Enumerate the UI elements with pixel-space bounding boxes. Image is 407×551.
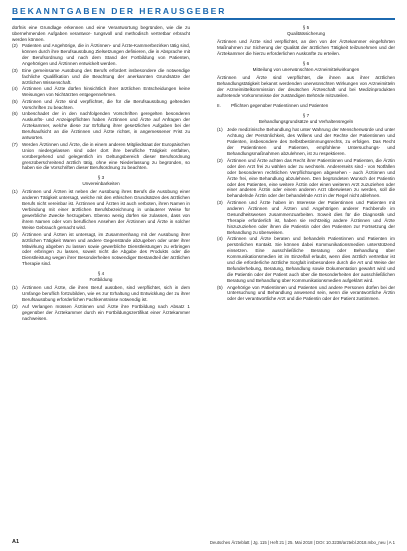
list-item	[217, 200, 395, 236]
list-item	[12, 142, 190, 172]
item-number: (3)	[12, 67, 18, 73]
item-number: (2)	[12, 43, 18, 49]
item-number: (7)	[12, 141, 18, 147]
section-number: § 4	[97, 271, 105, 277]
item-text: Unbeschadet der in den nachfolgenden Vorschriften geregelten besonderen Auskunfts- und Anzeigepflichten haben Ärztinnen und Ärzte auf Anfragen der Ärztekammer, welche diese zur Erfüllung ihrer gesetzlichen Aufgaben bei der Berufsaufsicht an die Ärztinnen und Ärzte richtet, in angemessener Frist zu antworten.	[22, 111, 190, 141]
list-item	[12, 43, 190, 67]
list-item	[12, 304, 190, 322]
item-text: Ärztinnen und Ärzten ist neben der Ausübung ihres Berufs die Ausübung einer anderen Tätigkeit untersagt, welche mit den ethischen Grundsätzen des ärztlichen Berufs nicht vereinbar ist. Ärztinnen und Ärzten ist auch verboten, ihren Namen in Verbindung mit einer ärztlichen Berufsbezeichnung in unlauterer Weise für gewerbliche Zwecke herzugeben. Ebenso wenig dürfen sie zulassen, dass von ihrem Namen oder vom beruflichen Ansehen der Ärztinnen und Ärzte in solcher Weise Gebrauch gemacht wird.	[22, 189, 190, 231]
section-text: Ärztinnen und Ärzte sind verpflichtet, an den von der Ärztekammer eingeführten Maßnahmen zur Sicherung der Qualität der ärztlichen Tätigkeit teilzunehmen und der Ärztekammer die hierzu erforderlichen Auskünfte zu erteilen.	[217, 38, 395, 56]
item-text: Angehörige von Patientinnen und Patienten und andere Personen dürfen bei der Untersuchung und Behandlung anwesend sein, wenn die verantwortliche Ärztin oder der verantwortliche Arzt und die Patientin oder der Patient zustimmen.	[227, 284, 395, 302]
item-number: (2)	[217, 157, 223, 163]
item-number: (5)	[217, 284, 223, 290]
section-number: § 3	[97, 175, 105, 181]
intro-line: begründen, wie die zu übernehmenden Aufgaben verantwor-	[12, 25, 190, 36]
item-number: (4)	[217, 236, 223, 242]
right-column	[217, 25, 395, 535]
item-number: (2)	[12, 231, 18, 237]
item-text: Ärztinnen und Ärzten ist untersagt, im Zusammenhang mit der Ausübung ihrer ärztlichen Tätigkeit Waren und andere Gegenstände abzugeben oder unter ihrer Mitwirkung abgeben zu lassen sowie gewerbliche Dienstleistungen zu erbringen oder erbringen zu lassen, soweit nicht die Abgabe des Produkts oder die Dienstleistung wegen ihrer Besonderheiten notwendiger Bestandteil der ärztlichen Therapie sind.	[22, 231, 190, 267]
page-number: A1	[12, 539, 20, 545]
item-text: Ärztinnen und Ärzte dürfen hinsichtlich ihrer ärztlichen Entscheidungen keine Weisungen von Nichtärzten entgegennehmen.	[22, 86, 190, 98]
header-title: BEKANNTGABEN DER HERAUSGEBER	[12, 6, 227, 16]
item-number: (1)	[217, 127, 223, 133]
item-text: Werden Ärztinnen und Ärzte, die in einem anderen Mitgliedstaat der Europäischen Union niedergelassen sind oder dort ihre berufliche Tätigkeit entfalten, vorübergehend und gelegentlich im Geltungsbereich dieser Berufsordnung grenzüberschreitend ärztlich tätig, ohne eine Niederlassung zu begründen, so haben sie die Vorschriften dieser Berufsordnung zu beachten.	[22, 141, 190, 171]
list-item	[217, 158, 395, 200]
part-title: Pflichten gegenüber Patientinnen und Patienten	[231, 103, 329, 109]
item-number: (4)	[12, 86, 18, 92]
list-item	[12, 86, 190, 98]
item-text: Ärztinnen und Ärzte, die ihren Beruf ausüben, sind verpflichtet, sich in dem Umfange beruflich fortzubilden, wie es zur Erhaltung und Entwicklung der zu ihrer Berufsausübung erforderlichen Fachkenntnisse notwendig ist.	[22, 285, 190, 303]
section-title: Unvereinbarkeiten	[82, 181, 120, 187]
list-item	[217, 236, 395, 284]
section-title: Fortbildung	[89, 277, 113, 283]
section-number: § 7	[302, 113, 310, 119]
list-item	[12, 99, 190, 111]
part-number: II.	[217, 103, 221, 109]
left-column	[12, 25, 190, 535]
list-item	[217, 127, 395, 157]
list-item	[12, 189, 190, 231]
list-item	[12, 285, 190, 303]
list-item	[12, 111, 190, 141]
header-rule	[12, 18, 395, 20]
section-title: Qualitätssicherung	[286, 30, 326, 36]
section-title: Behandlungsgrundsätze und Verhaltensregeln	[258, 119, 354, 125]
item-number: (2)	[12, 303, 18, 309]
list-item	[12, 68, 190, 86]
journal-citation: Deutsches Ärzteblatt | Jg. 115 | Heft 21 | 25. Mai 2018 | DOI: 10.3238/arztebl.2018.mbo_neu | A 1	[209, 540, 395, 545]
section-number: § 6	[302, 60, 310, 66]
item-number: (1)	[12, 189, 18, 195]
item-text: Ärztinnen und Ärzte achten das Recht ihrer Patientinnen und Patienten, die Ärztin oder den Arzt frei zu wählen oder zu wechseln. Andererseits sind - von Notfällen oder besonderen rechtlichen Verpflichtungen abgesehen - auch Ärztinnen und Ärzte frei, eine Behandlung abzulehnen. Den begründeten Wunsch der Patientin oder des Patienten, eine weitere Ärztin oder einen weiteren Arzt zuzuziehen oder einer anderen Ärztin oder einem anderen Arzt überwiesen zu werden, soll die behandelnde Ärztin oder der behandelnde Arzt in der Regel nicht ablehnen.	[227, 157, 395, 199]
item-text: Jede medizinische Behandlung hat unter Wahrung der Menschenwürde und unter Achtung der Persönlichkeit, des Willens und der Rechte der Patientinnen und Patienten, insbesondere des Selbstbestimmungsrechts, zu erfolgen. Das Recht der Patientinnen und Patienten, empfohlene Untersuchungs- und Behandlungsmaßnahmen abzulehnen, ist zu respektieren.	[227, 127, 395, 157]
section-title: Mitteilung von unerwünschten Arzneimittelwirkungen	[252, 66, 360, 72]
section-text: Ärztinnen und Ärzte sind verpflichtet, die ihnen aus ihrer ärztlichen Behandlungstätigkeit bekannt werdenden unerwünschten Wirkungen von Arzneimitteln der Arzneimittelkommission der deutschen Ärzteschaft und bei Medizinprodukten auftretende Vorkommnisse der zuständigen Behörde mitzuteilen.	[217, 74, 395, 98]
item-number: (6)	[12, 111, 18, 117]
item-number: (5)	[12, 98, 18, 104]
item-number: (1)	[12, 285, 18, 291]
section-number: § 5	[302, 25, 310, 30]
page-header	[12, 6, 395, 21]
list-item	[217, 285, 395, 303]
item-text: Eine gemeinsame Ausübung des Berufs erfordert insbesondere die notwendige fachliche Qualifikation und die Beachtung der anerkannten Grundsätze der ärztlichen Wissenschaft.	[22, 67, 190, 85]
item-text: Auf Verlangen müssen Ärztinnen und Ärzte ihre Fortbildung nach Absatz 1 gegenüber der Ärztekammer durch ein Fortbildungszertifikat einer Ärztekammer nachweisen.	[22, 303, 190, 321]
item-number: (3)	[217, 199, 223, 205]
intro-line: tungsvoll und methodisch vertretbar erbracht werden können.	[12, 30, 190, 42]
part-heading	[217, 103, 395, 109]
item-text: Ärztinnen und Ärzte beraten und behandeln Patientinnen und Patienten im persönlichen Kontakt. Sie können dabei Kommunikationsmedien unterstützend einsetzen. Eine ausschließliche Beratung oder Behandlung über Kommunikationsmedien ist im Einzelfall erlaubt, wenn dies ärztlich vertretbar ist und die erforderliche ärztliche Sorgfalt insbesondere durch die Art und Weise der Befunderhebung, Beratung, Behandlung sowie Dokumentation gewahrt wird und die Patientin oder der Patient auch über die Besonderheiten der ausschließlichen Beratung und Behandlung über Kommunikationsmedien aufgeklärt wird.	[227, 236, 395, 283]
list-item	[12, 232, 190, 268]
intro-line: dürfnis eine Grundlage erkennen und eine Verantwortung	[12, 25, 138, 30]
item-text: Ärztinnen und Ärzte haben im Interesse der Patientinnen und Patienten mit anderen Ärztinnen und Ärzten und Angehörigen anderer Fachberufe im Gesundheitswesen zusammenzuarbeiten. Soweit dies für die Diagnostik und Therapie erforderlich ist, haben sie rechtzeitig andere Ärztinnen und Ärzte hinzuzuziehen oder ihnen die Patientin oder den Patienten zur Fortsetzung der Behandlung zu überweisen.	[227, 199, 395, 235]
item-text: Patienten und Angehörige, die in Ärztinnen- und Ärzte-Kammerbezirken tätig sind, können durch ihre Berufsausübung Zielsetzungen definieren, die in Absprache mit der Berufsordnung und nach dem Stand der Fortbildung von Patienten, Angehörigen und Ärztinnen entwickelt werden.	[22, 43, 190, 67]
item-text: Ärztinnen und Ärzte sind verpflichtet, die für die Berufsausübung geltenden Vorschriften zu beachten.	[22, 98, 190, 110]
intro-paragraph	[12, 25, 190, 43]
